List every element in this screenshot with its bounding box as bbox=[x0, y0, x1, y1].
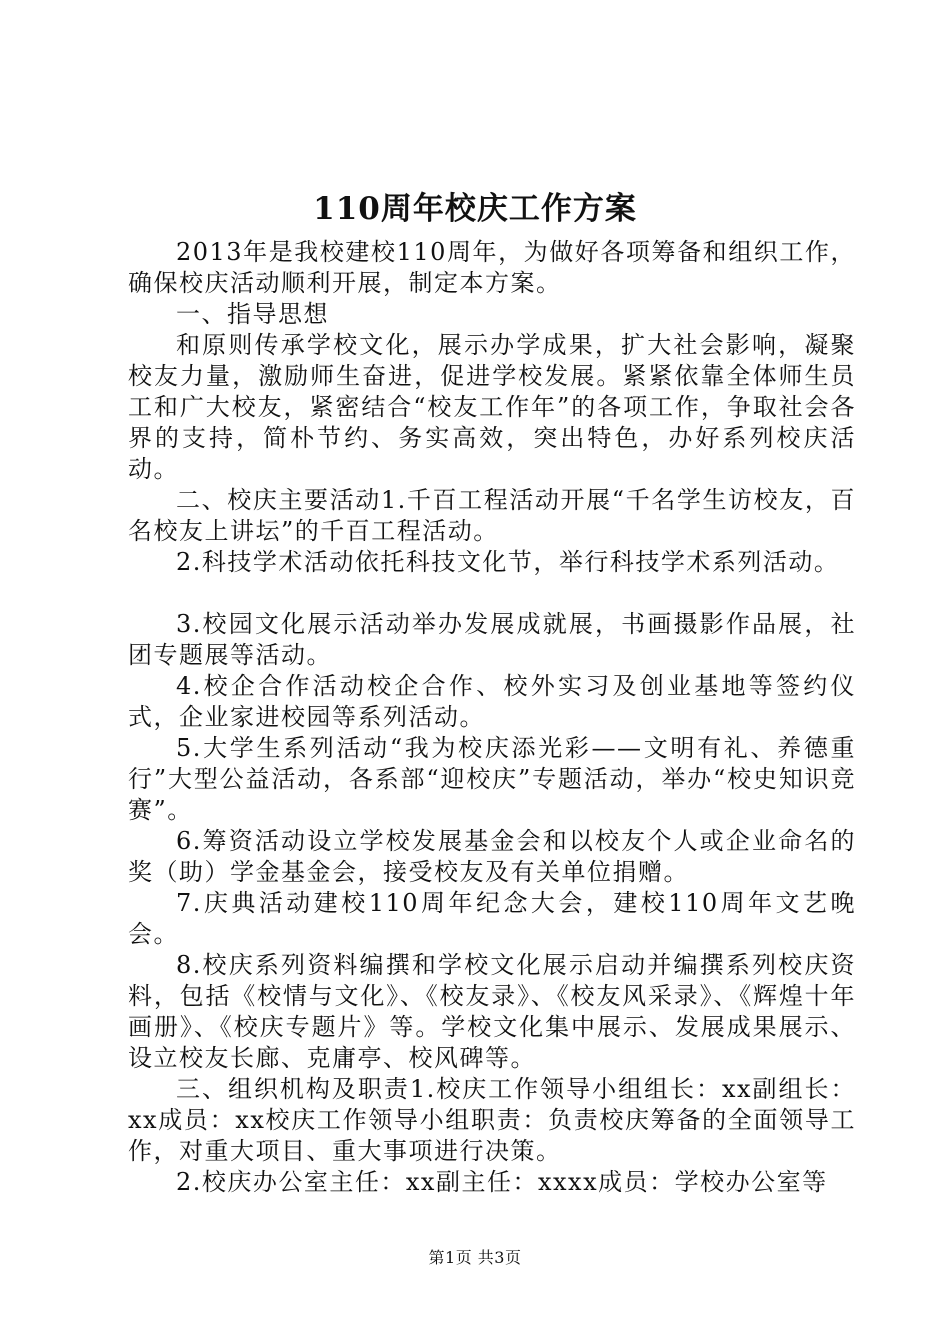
paragraph-activity-3: 3.校园文化展示活动举办发展成就展，书画摄影作品展，社团专题展等活动。 bbox=[128, 610, 856, 669]
paragraph-activity-4: 4.校企合作活动校企合作、校外实习及创业基地等签约仪式，企业家进校园等系列活动。 bbox=[128, 672, 856, 731]
paragraph-activity-6: 6.筹资活动设立学校发展基金会和以校友个人或企业命名的奖（助）学金基金会，接受校友及有关单位捐赠。 bbox=[128, 827, 856, 886]
page-footer: 第1页 共3页 bbox=[428, 1248, 522, 1267]
paragraph-main-activities: 二、校庆主要活动1.千百工程活动开展“千名学生访校友，百名校友上讲坛”的千百工程活动。 bbox=[128, 486, 856, 545]
paragraph-office: 2.校庆办公室主任：xx副主任：xxxx成员：学校办公室等 bbox=[176, 1168, 828, 1196]
paragraph-intro: 2013年是我校建校110周年，为做好各项筹备和组织工作，确保校庆活动顺利开展，制定本方案。 bbox=[128, 238, 856, 297]
paragraph-principles: 和原则传承学校文化，展示办学成果，扩大社会影响，凝聚校友力量，激励师生奋进，促进学校发展。紧紧依靠全体师生员工和广大校友，紧密结合“校友工作年”的各项工作，争取社会各界的支持，简朴节约、务实高效，突出特色，办好系列校庆活动。 bbox=[128, 331, 856, 483]
paragraph-activity-5: 5.大学生系列活动“我为校庆添光彩——文明有礼、养德重行”大型公益活动，各系部“迎校庆”专题活动，举办“校史知识竞赛”。 bbox=[128, 734, 856, 824]
document-body bbox=[128, 237, 856, 1198]
paragraph-activity-2: 2.科技学术活动依托科技文化节，举行科技学术系列活动。 bbox=[176, 548, 840, 576]
document-title: 110周年校庆工作方案 bbox=[313, 191, 637, 227]
paragraph-organization: 三、组织机构及职责1.校庆工作领导小组组长：xx副组长：xx成员：xx校庆工作领导小组职责：负责校庆筹备的全面领导工作，对重大项目、重大事项进行决策。 bbox=[128, 1075, 856, 1165]
paragraph-activity-8: 8.校庆系列资料编撰和学校文化展示启动并编撰系列校庆资料，包括《校情与文化》、《校友录》、《校友风采录》、《辉煌十年画册》、《校庆专题片》等。学校文化集中展示、发展成果展示、设立校友长廊、克庸亭、校风碑等。 bbox=[128, 951, 856, 1072]
paragraph-activity-7: 7.庆典活动建校110周年纪念大会，建校110周年文艺晚会。 bbox=[128, 889, 856, 948]
section-heading-guiding-ideology: 一、指导思想 bbox=[176, 300, 329, 328]
